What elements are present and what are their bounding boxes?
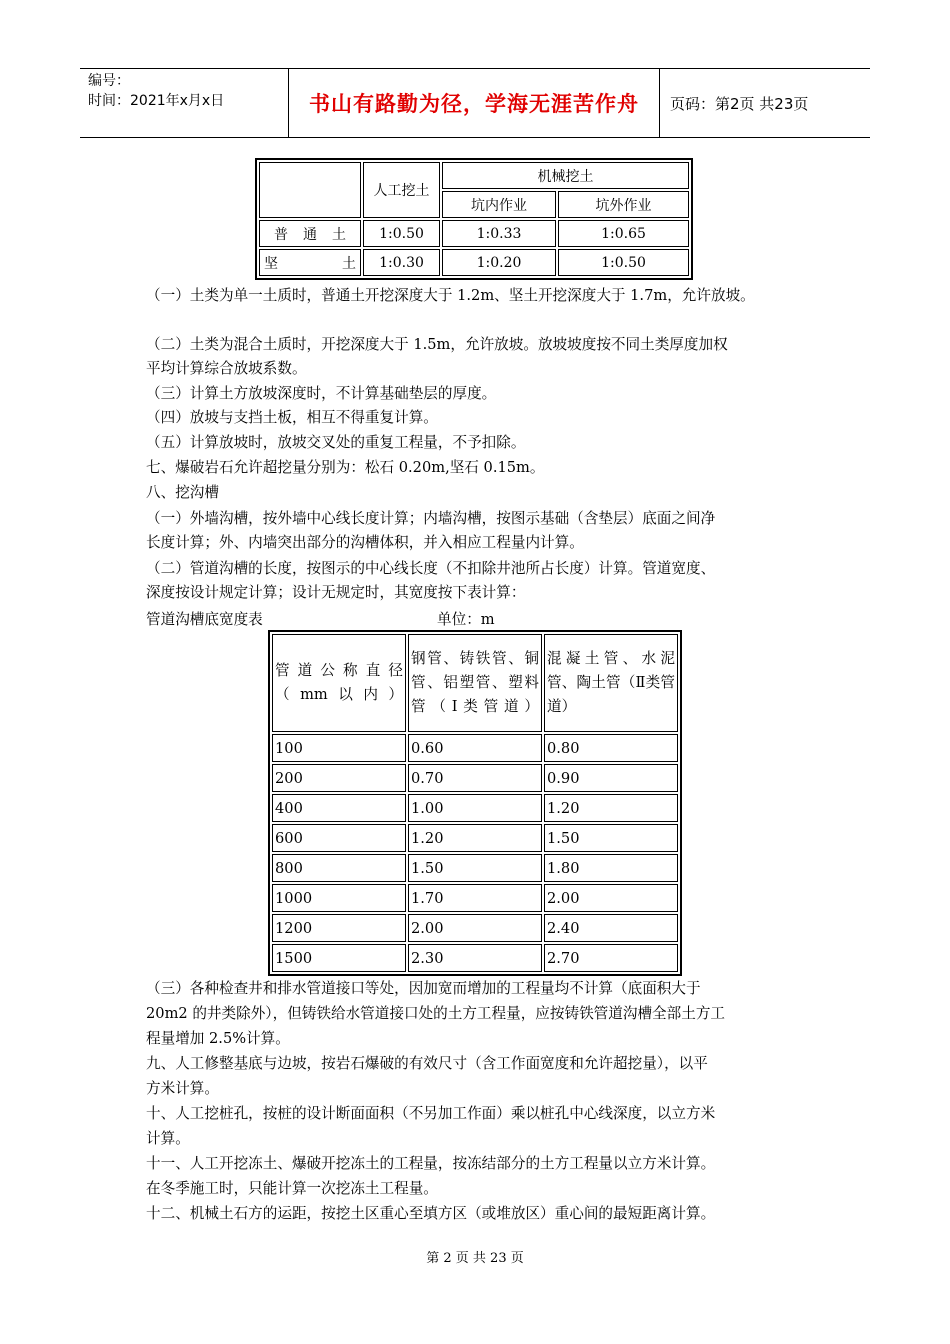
table-row [272, 764, 678, 792]
class1-cell: 0.60 [408, 734, 542, 762]
class2-cell: 2.70 [544, 944, 678, 972]
paragraph: 十二、机械土石方的运距，按挖土区重心至填方区（或堆放区）重心间的最短距离计算。 [146, 1205, 716, 1222]
soil-name: 坚 土 [259, 249, 361, 276]
class2-cell: 0.80 [544, 734, 678, 762]
table-row [259, 220, 689, 247]
table-caption: 管道沟槽底宽度表 [146, 611, 263, 628]
table-row [272, 794, 678, 822]
section-heading: 八、挖沟槽 [146, 484, 219, 501]
paragraph: 深度按设计规定计算；设计无规定时，其宽度按下表计算： [146, 584, 526, 601]
table-row [272, 734, 678, 762]
table-row [272, 884, 678, 912]
diameter-cell: 200 [272, 764, 406, 792]
diameter-cell: 1200 [272, 914, 406, 942]
diameter-cell: 400 [272, 794, 406, 822]
paragraph: （四）放坡与支挡土板，相互不得重复计算。 [146, 409, 438, 426]
class2-cell: 1.50 [544, 824, 678, 852]
table-corner-cell [259, 162, 361, 218]
class2-cell: 0.90 [544, 764, 678, 792]
outside-value: 1:0.50 [558, 249, 689, 276]
paragraph: 十一、人工开挖冻土、爆破开挖冻土的工程量，按冻结部分的土方工程量以立方米计算。 [146, 1155, 716, 1172]
motto: 书山有路勤为径，学海无涯苦作舟 [289, 69, 660, 137]
paragraph: 程量增加 2.5%计算。 [146, 1030, 290, 1047]
class1-cell: 1.00 [408, 794, 542, 822]
col-outside: 坑外作业 [558, 191, 689, 218]
header-class1: 钢管、铸铁管、铜管、铝塑管、塑料管（Ⅰ类管道） [408, 634, 542, 732]
outside-value: 1:0.65 [558, 220, 689, 247]
class1-cell: 2.30 [408, 944, 542, 972]
page-label: 页码：第2页 共23页 [670, 94, 809, 113]
paragraph: 平均计算综合放坡系数。 [146, 360, 307, 377]
col-inside: 坑内作业 [442, 191, 556, 218]
class1-cell: 0.70 [408, 764, 542, 792]
paragraph: （五）计算放坡时，放坡交叉处的重复工程量，不予扣除。 [146, 434, 526, 451]
table-unit: 单位：m [437, 611, 495, 628]
table-row [272, 914, 678, 942]
paragraph: （二）土类为混合土质时，开挖深度大于 1.5m，允许放坡。放坡坡度按不同土类厚度加权 [146, 336, 728, 353]
date-line: 时间：2021年x月x日 [88, 93, 225, 109]
page-footer: 第 2 页 共 23 页 [426, 1251, 524, 1266]
table-row [259, 249, 689, 276]
class2-cell: 1.20 [544, 794, 678, 822]
class1-cell: 1.20 [408, 824, 542, 852]
paragraph: 九、人工修整基底与边坡，按岩石爆破的有效尺寸（含工作面宽度和允许超挖量），以平 [146, 1055, 708, 1072]
manual-value: 1:0.30 [363, 249, 440, 276]
table-row [272, 824, 678, 852]
class2-cell: 2.40 [544, 914, 678, 942]
paragraph: （一）外墙沟槽，按外墙中心线长度计算；内墙沟槽，按图示基础（含垫层）底面之间净 [146, 510, 716, 527]
table-row [272, 944, 678, 972]
class1-cell: 2.00 [408, 914, 542, 942]
diameter-cell: 600 [272, 824, 406, 852]
paragraph: 计算。 [146, 1130, 190, 1147]
inside-value: 1:0.33 [442, 220, 556, 247]
header-class2: 混凝土管、水泥管、陶土管（Ⅱ类管道） [544, 634, 678, 732]
paragraph: 20m2 的井类除外），但铸铁给水管道接口处的土方工程量，应按铸铁管道沟槽全部土方工 [146, 1005, 726, 1022]
manual-value: 1:0.50 [363, 220, 440, 247]
paragraph: （二）管道沟槽的长度，按图示的中心线长度（不扣除井池所占长度）计算。管道宽度、 [146, 560, 716, 577]
paragraph: （三）计算土方放坡深度时，不计算基础垫层的厚度。 [146, 385, 497, 402]
diameter-cell: 1500 [272, 944, 406, 972]
diameter-cell: 1000 [272, 884, 406, 912]
paragraph: 十、人工挖桩孔，按桩的设计断面面积（不另加工作面）乘以桩孔中心线深度，以立方米 [146, 1105, 716, 1122]
paragraph: 方米计算。 [146, 1080, 219, 1097]
col-manual: 人工挖土 [363, 162, 440, 218]
class1-cell: 1.70 [408, 884, 542, 912]
paragraph: （一）土类为单一土质时，普通土开挖深度大于 1.2m、坚土开挖深度大于 1.7m，允许放坡。 [146, 287, 755, 304]
trench-width-table [268, 630, 682, 976]
paragraph: 长度计算；外、内墙突出部分的沟槽体积，并入相应工程量内计算。 [146, 534, 584, 551]
class1-cell: 1.50 [408, 854, 542, 882]
inside-value: 1:0.20 [442, 249, 556, 276]
diameter-cell: 100 [272, 734, 406, 762]
diameter-cell: 800 [272, 854, 406, 882]
paragraph: 七、爆破岩石允许超挖量分别为：松石 0.20m,坚石 0.15m。 [146, 459, 545, 476]
col-machine: 机械挖土 [442, 162, 689, 189]
paragraph: 在冬季施工时，只能计算一次挖冻土工程量。 [146, 1180, 438, 1197]
header-meta [80, 69, 289, 137]
paragraph: （三）各种检查井和排水管道接口等处，因加宽而增加的工程量均不计算（底面积大于 [146, 980, 701, 997]
slope-table [255, 158, 693, 280]
table-row [272, 854, 678, 882]
number-label: 编号： [88, 73, 130, 89]
page-header [80, 68, 870, 138]
header-diameter: 管道公称直径（mm以内） [272, 634, 406, 732]
class2-cell: 1.80 [544, 854, 678, 882]
soil-name: 普 通 土 [259, 220, 361, 247]
class2-cell: 2.00 [544, 884, 678, 912]
